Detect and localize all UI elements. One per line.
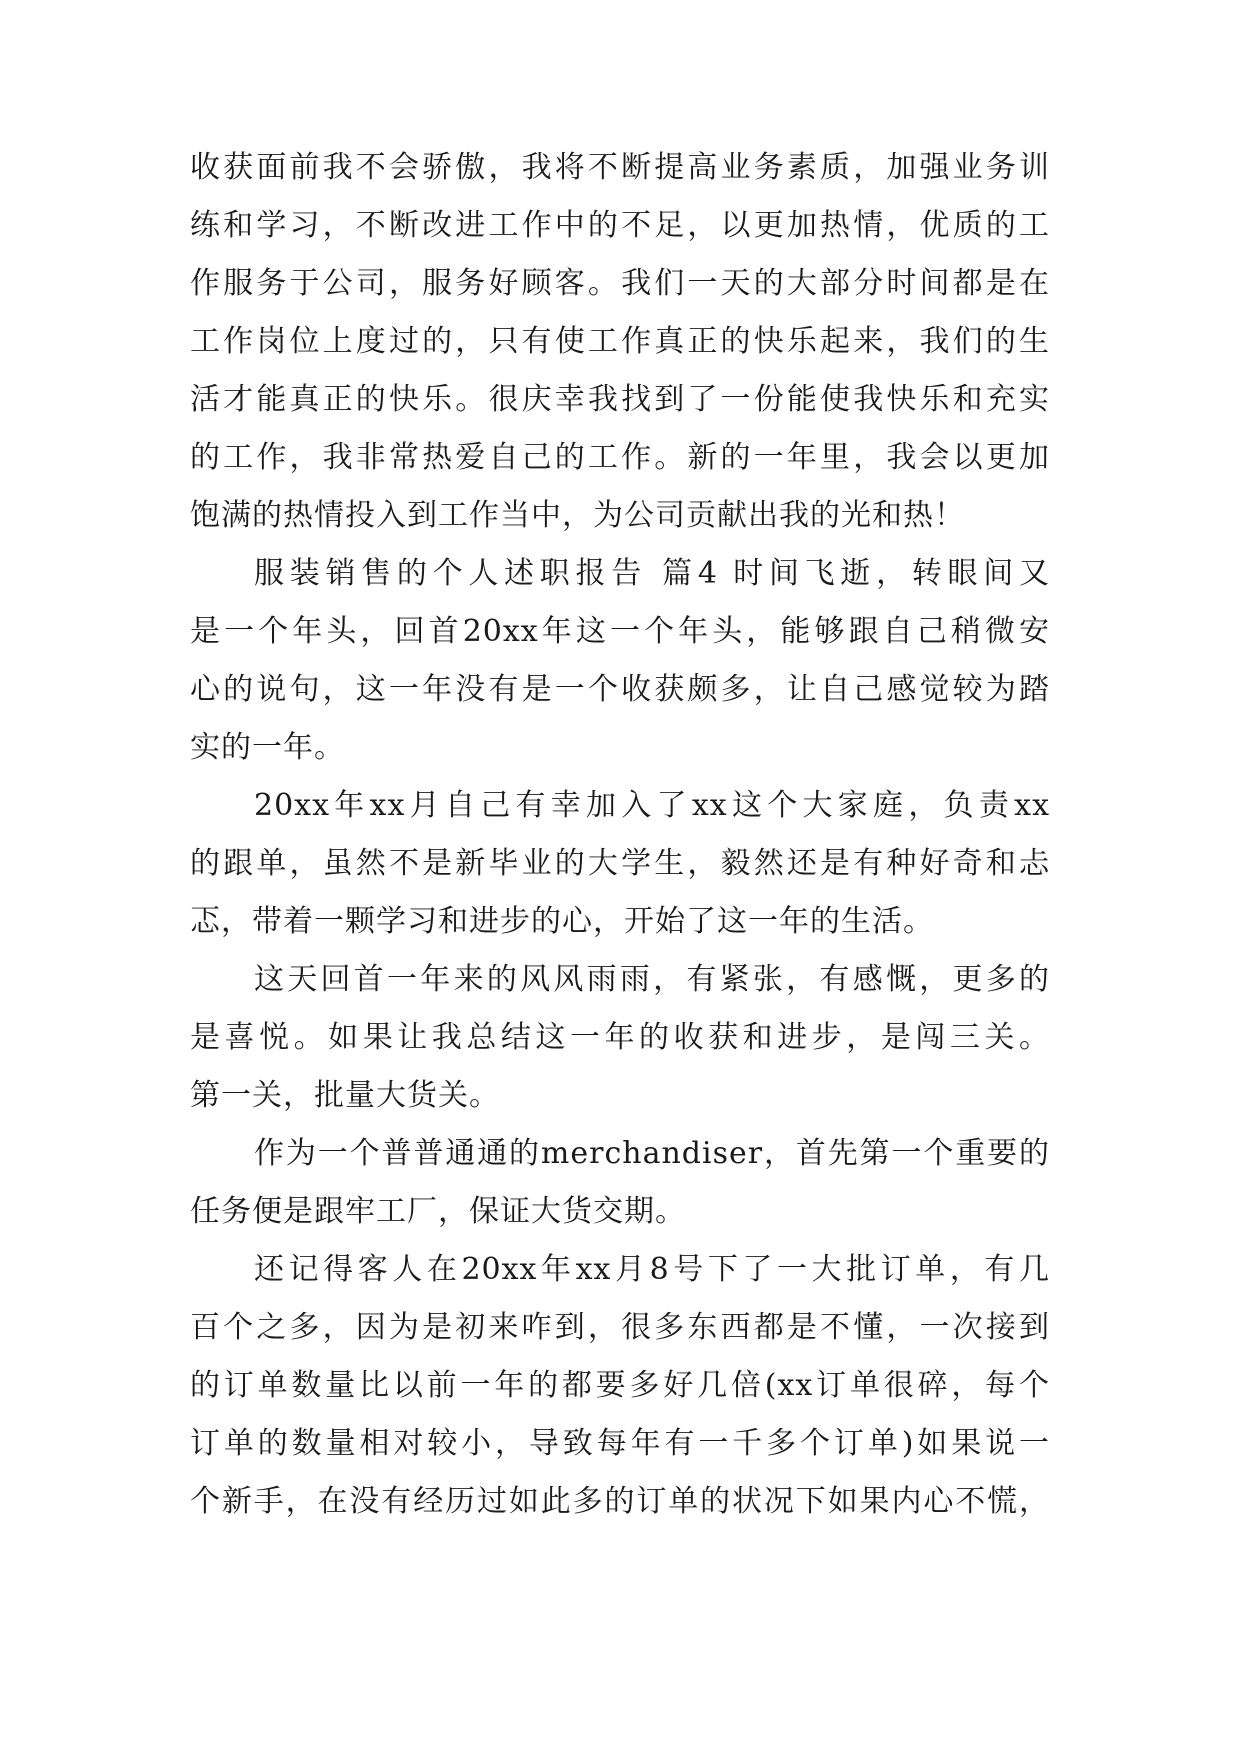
text-line: 的工作，我非常热爱自己的工作。新的一年里，我会以更加 (190, 440, 1050, 475)
text-line: 是一个年头，回首20xx年这一个年头，能够跟自己稍微安 (190, 614, 1050, 649)
text-line: 活才能真正的快乐。很庆幸我找到了一份能使我快乐和充实 (190, 382, 1050, 417)
text-line: 作服务于公司，服务好顾客。我们一天的大部分时间都是在 (190, 266, 1050, 301)
text-line: 收获面前我不会骄傲，我将不断提高业务素质，加强业务训 (190, 150, 1050, 185)
text-line: 实的一年。 (190, 730, 345, 765)
text-line: 作为一个普普通通的merchandiser，首先第一个重要的 (254, 1136, 1050, 1171)
text-line: 心的说句，这一年没有是一个收获颇多，让自己感觉较为踏 (190, 672, 1050, 707)
text-line: 忑，带着一颗学习和进步的心，开始了这一年的生活。 (190, 904, 934, 939)
text-line: 的订单数量比以前一年的都要多好几倍(xx订单很碎，每个 (190, 1368, 1050, 1403)
text-line: 还记得客人在20xx年xx月8号下了一大批订单，有几 (254, 1252, 1050, 1287)
text-line: 工作岗位上度过的，只有使工作真正的快乐起来，我们的生 (190, 324, 1050, 359)
text-line: 百个之多，因为是初来咋到，很多东西都是不懂，一次接到 (190, 1310, 1050, 1345)
text-line: 练和学习，不断改进工作中的不足，以更加热情，优质的工 (190, 208, 1050, 243)
section-heading-line: 服装销售的个人述职报告 篇4 时间飞逝，转眼间又 (254, 556, 1050, 591)
text-line: 任务便是跟牢工厂，保证大货交期。 (190, 1194, 686, 1229)
text-line: 的跟单，虽然不是新毕业的大学生，毅然还是有种好奇和忐 (190, 846, 1050, 881)
text-line: 20xx年xx月自己有幸加入了xx这个大家庭，负责xx (254, 788, 1050, 823)
text-line: 第一关，批量大货关。 (190, 1078, 500, 1113)
text-line: 这天回首一年来的风风雨雨，有紧张，有感慨，更多的 (254, 962, 1050, 997)
text-line: 订单的数量相对较小，导致每年有一千多个订单)如果说一 (190, 1426, 1050, 1461)
text-line: 个新手，在没有经历过如此多的订单的状况下如果内心不慌， (190, 1484, 1050, 1519)
text-line: 饱满的热情投入到工作当中，为公司贡献出我的光和热！ (190, 498, 965, 533)
text-line: 是喜悦。如果让我总结这一年的收获和进步，是闯三关。 (190, 1020, 1050, 1055)
